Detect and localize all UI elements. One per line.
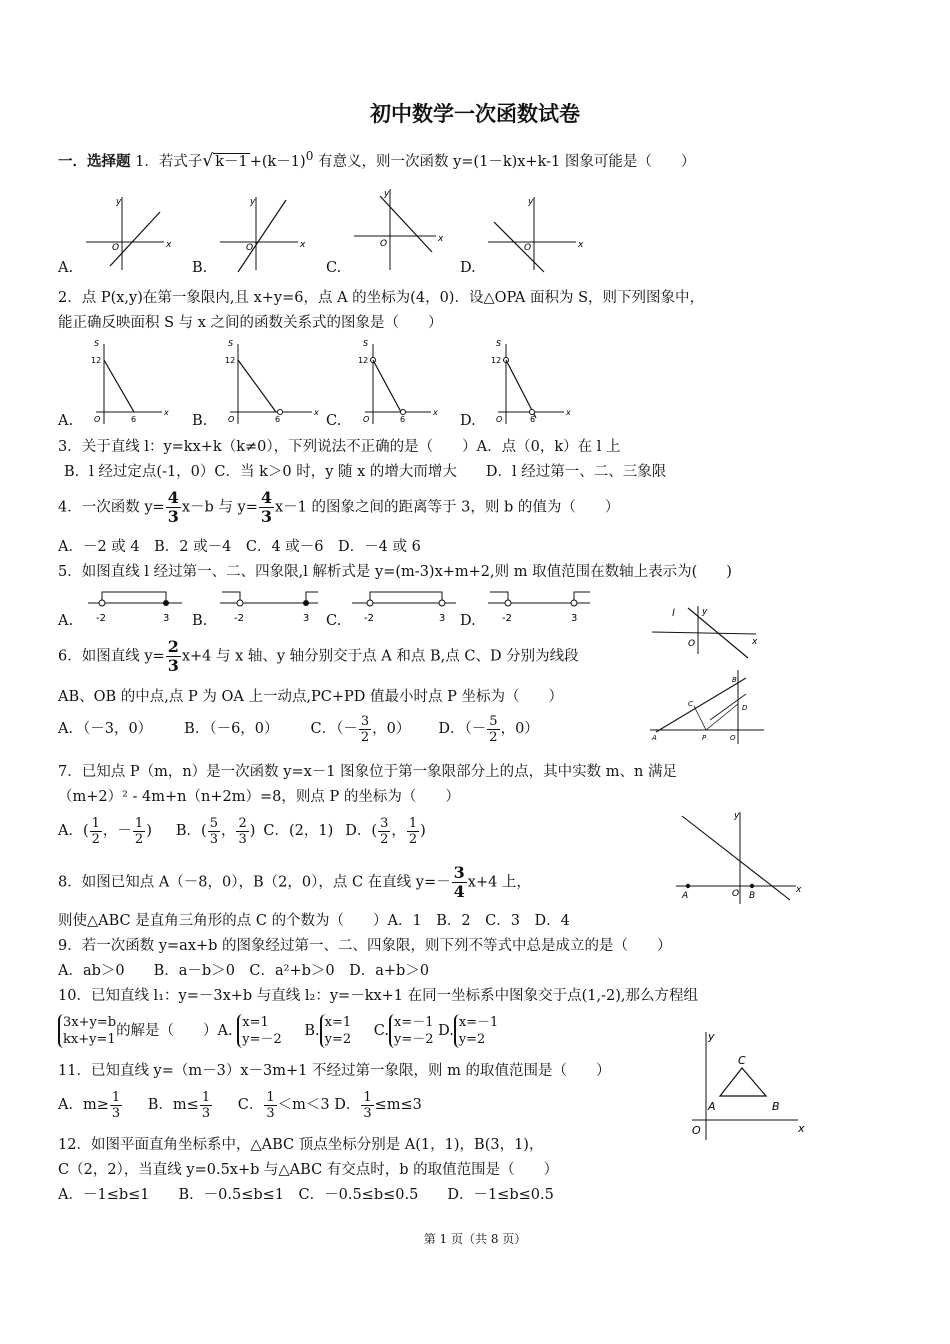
q7-q8-figure [672,808,804,908]
q5-number-line-c [350,588,460,628]
svg-text:-2: -2 [502,613,512,624]
svg-text:l: l [672,608,675,619]
question-11-options: A．m≥ $\frac{1}{3}$ B．m≤ $\frac{1}{3}$ C． $\frac{1}{3}$ ＜m＜3 D． $\frac{1}{3}$ ≤m≤3 [58,1089,422,1121]
svg-text:y: y [708,1030,715,1043]
question-12-line-1: 12．如图平面直角坐标系中，△ABC 顶点坐标分别是 A(1，1)，B(3，1)， [58,1137,544,1153]
question-9-line-2: A．ab＞0 B．a－b＞0 C．a²+b＞0 D．a+b＞0 [58,963,430,979]
svg-text:A: A [682,891,689,901]
question-2-line-2: 能正确反映面积 S 与 x 之间的函数关系式的图象是（ ） [58,315,443,331]
q1-option-b: B. [192,260,208,276]
svg-text:B: B [732,676,737,684]
svg-text:x: x [438,234,444,244]
svg-text:x: x [566,408,571,417]
svg-text:O: O [228,415,235,424]
q2-option-d: D. [460,413,476,429]
svg-text:y: y [116,197,122,207]
svg-text:12: 12 [358,356,369,365]
svg-text:S: S [228,339,234,348]
svg-text:12: 12 [91,356,102,365]
svg-text:-2: -2 [234,613,244,624]
svg-text:B: B [772,1100,780,1113]
svg-text:-2: -2 [364,613,374,624]
question-12-line-2: C（2，2），当直线 y=0.5x+b 与△ABC 有交点时，b 的取值范围是（ ） [58,1162,559,1178]
svg-text:x: x [164,408,169,417]
q1-option-a: A. [58,260,74,276]
svg-text:C: C [688,700,693,708]
q1-graph-a [82,192,172,272]
question-7-options: A．( $\frac{1}{2}$ ，－ $\frac{1}{2}$ ) B．( $\frac{5}{3}$ ， $\frac{2}{3}$ ) C．(2，1) D．( $\frac{3}{2}$ ， $\frac{1}{2}$ ) [58,815,426,847]
q5-option-b: B. [192,613,208,629]
q12-triangle-figure [686,1028,810,1148]
question-6-line-1: 6．如图直线 y= $\frac{2}{3}$ x+4 与 x 轴、y 轴分别交于点 A 和点 B,点 C、D 分别为线段 [58,637,579,675]
svg-text:x: x [752,637,758,647]
svg-text:6: 6 [275,415,281,424]
svg-text:y: y [702,607,708,617]
svg-text:O: O [246,243,254,253]
svg-text:P: P [702,734,707,742]
svg-text:x: x [166,240,172,250]
svg-text:x: x [796,885,802,895]
svg-text:3: 3 [303,613,310,624]
q5-line-figure [652,604,762,664]
svg-text:6: 6 [131,415,137,424]
svg-text:y: y [528,197,534,207]
svg-text:x: x [300,240,306,250]
svg-text:O: O [496,415,503,424]
q6-figure [650,668,770,748]
question-4-options: A．－2 或 4 B．2 或－4 C．4 或－6 D．－4 或 6 [58,539,421,555]
svg-text:O: O [380,239,388,249]
question-1: 一．选择题 1．若式子√ $k-1 +(k-1)^0$ 有意义，则一次函数 y=(1－k)x+k-1 图象可能是（ ） [58,149,696,171]
q5-number-line-a [86,588,186,628]
question-4: 4．一次函数 y= $\frac{4}{3}$ x－b 与 y= $\frac{4}{3}$ x－1 的图象之间的距离等于 3，则 b 的值为（ ） [58,488,620,526]
q5-option-d: D. [460,613,476,629]
q5-option-c: C. [326,613,342,629]
q2-graph-d [488,338,572,428]
page-footer: 第 1 页（共 8 页） [423,1232,527,1246]
svg-text:3: 3 [439,613,446,624]
question-11: 11．已知直线 y=（m－3）x－3m+1 不经过第一象限，则 m 的取值范围是（ ） [58,1063,611,1079]
question-9-line-1: 9．若一次函数 y=ax+b 的图象经过第一、二、四象限，则下列不等式中总是成立的是（ ） [58,938,672,954]
svg-text:O: O [524,243,532,253]
svg-text:3: 3 [163,613,170,624]
question-2-line-1: 2．点 P(x,y)在第一象限内,且 x+y=6，点 A 的坐标为(4，0)．设△OPA 面积为 S，则下列图象中， [58,290,705,306]
svg-text:S: S [496,339,502,348]
svg-text:12: 12 [491,356,502,365]
svg-text:12: 12 [225,356,236,365]
svg-text:x: x [578,240,584,250]
svg-text:3: 3 [571,613,578,624]
svg-text:y: y [250,197,256,207]
q1-graph-b [216,192,306,272]
svg-text:O: O [732,889,740,899]
question-12-options: A．－1≤b≤1 B．－0.5≤b≤1 C．－0.5≤b≤0.5 D．－1≤b≤0.5 [58,1187,554,1203]
svg-text:x: x [433,408,438,417]
question-6-options: A．（－3，0） B．（－6，0） C．（－ $\frac{3}{2}$ ，0） D．（－ $\frac{5}{2}$ ，0） [58,713,539,745]
svg-text:x: x [798,1122,805,1135]
svg-text:6: 6 [400,415,406,424]
question-8-line-2: 则使△ABC 是直角三角形的点 C 的个数为（ ）A．1 B．2 C．3 D．4 [58,913,570,929]
svg-text:x: x [314,408,319,417]
question-10-line-1: 10．已知直线 l₁：y=－3x+b 与直线 l₂：y=－kx+1 在同一坐标系中图象交于点(1,-2),那么方程组 [58,988,699,1004]
svg-text:-2: -2 [96,613,106,624]
svg-text:S: S [94,339,100,348]
question-5: 5．如图直线 l 经过第一、二、四象限,l 解析式是 y=(m-3)x+m+2,则 m 取值范围在数轴上表示为( ) [58,564,732,580]
q2-option-a: A. [58,413,74,429]
svg-text:y: y [384,189,390,199]
q1-option-d: D. [460,260,476,276]
svg-text:A: A [708,1100,716,1113]
q1-graph-c [350,184,445,272]
q2-graph-c [355,338,439,428]
svg-text:S: S [363,339,369,348]
question-10-line-2: 3x+y=b kx+y=1的解是（ ）A. x=1 y=－2 B.x=1 y=2 C.x=－1 y=－2 D.x=－1 y=2 [58,1012,498,1050]
svg-text:O: O [688,639,696,649]
svg-text:B: B [749,891,756,901]
svg-text:D: D [742,704,748,712]
q5-number-line-d [486,588,596,628]
q1-graph-d [484,192,584,272]
page-title: 初中数学一次函数试卷 [370,102,580,126]
svg-text:O: O [692,1124,701,1137]
question-7-line-2: （m+2）² - 4m+n（n+2m）=8，则点 P 的坐标为（ ） [58,789,460,805]
svg-text:C: C [738,1054,746,1067]
svg-text:O: O [730,734,736,742]
question-3-line-1: 3．关于直线 l：y=kx+k（k≠0），下列说法不正确的是（ ）A．点（0，k）在 l 上 [58,439,621,455]
question-7-line-1: 7．已知点 P（m，n）是一次函数 y=x－1 图象位于第一象限部分上的点，其中实数 m、n 满足 [58,764,677,780]
q2-option-b: B. [192,413,208,429]
q5-option-a: A. [58,613,74,629]
q2-option-c: C. [326,413,342,429]
question-8-line-1: 8．如图已知点 A（－8，0），B（2，0），点 C 在直线 y=－ $\frac{3}{4}$ x+4 上， [58,863,531,901]
q2-graph-b [220,338,320,428]
question-6-line-2: AB、OB 的中点,点 P 为 OA 上一动点,PC+PD 值最小时点 P 坐标为（ ） [58,689,564,705]
svg-text:O: O [363,415,370,424]
q5-number-line-b [218,588,323,628]
question-3-line-2: B．l 经过定点(-1，0）C．当 k＞0 时，y 随 x 的增大而增大 D．l 经过第一、二、三象限 [64,464,667,480]
q2-graph-a [86,338,170,428]
svg-text:O: O [112,243,120,253]
svg-text:y: y [734,811,740,821]
svg-text:6: 6 [530,415,536,424]
svg-text:O: O [94,415,101,424]
section-heading: 一．选择题 [58,152,131,170]
q1-option-c: C. [326,260,342,276]
svg-text:A: A [652,734,657,742]
